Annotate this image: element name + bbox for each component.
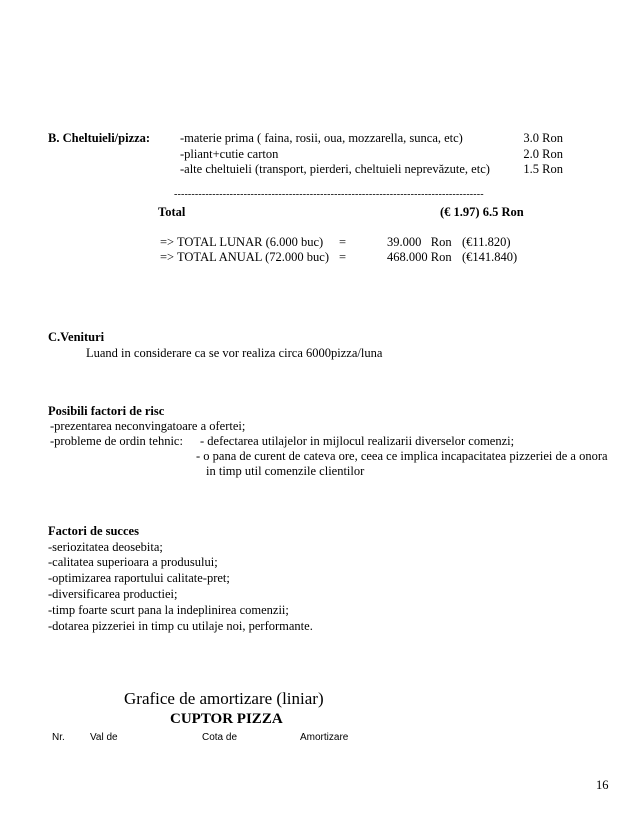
column-header-amortizare: Amortizare [300,732,349,743]
column-header-cota: Cota de [202,732,238,743]
succes-item: -seriozitatea deosebita; [48,540,163,554]
risc-heading: Posibili factori de risc [48,404,165,418]
succes-item: -calitatea superioara a produsului; [48,555,218,569]
risc-line: - o pana de curent de cateva ore, ceea ce implica incapacitatea pizzeriei de a onora [196,449,608,463]
cost-item-value: 1.5 Ron [523,162,563,176]
total-anual-label: => TOTAL ANUAL (72.000 buc) [160,250,329,264]
cost-item-value: 2.0 Ron [523,147,563,161]
grafice-title: Grafice de amortizare (liniar) [124,689,324,708]
grafice-subtitle: CUPTOR PIZZA [170,711,283,727]
venituri-heading: C.Venituri [48,330,105,344]
succes-item: -diversificarea productiei; [48,587,178,601]
column-header-nr: Nr. [52,732,65,743]
cost-item-value: 3.0 Ron [523,131,563,145]
cost-item-label: -alte cheltuieli (transport, pierderi, cheltuieli neprevăzute, etc) [180,162,490,176]
total-lunar-ron: 39.000 Ron [387,235,452,249]
total-lunar-eur: (€11.820) [462,235,511,249]
page-number: 16 [596,778,609,792]
total-label: Total [158,205,186,219]
total-anual-eur: (€141.840) [462,250,518,264]
cost-item-label: -pliant+cutie carton [180,147,279,161]
risc-line: -prezentarea neconvingatoare a ofertei; [50,419,246,433]
cheltuieli-heading: B. Cheltuieli/pizza: [48,131,151,145]
succes-item: -dotarea pizzeriei in timp cu utilaje noi, performante. [48,619,313,633]
risc-line-label: -probleme de ordin tehnic: [50,434,183,448]
total-anual-equals: = [339,250,347,264]
separator-line: ----------------------------------------------------------------------------------------- [174,189,484,200]
cost-item-label: -materie prima ( faina, rosii, oua, mozzarella, sunca, etc) [180,131,463,145]
column-header-val: Val de [90,732,118,743]
venituri-text: Luand in considerare ca se vor realiza circa 6000pizza/luna [86,346,383,360]
total-lunar-label: => TOTAL LUNAR (6.000 buc) [160,235,324,249]
total-anual-ron: 468.000 Ron [387,250,452,264]
succes-item: -optimizarea raportului calitate-pret; [48,571,230,585]
succes-heading: Factori de succes [48,524,139,538]
risc-line: - defectarea utilajelor in mijlocul realizarii diverselor comenzi; [200,434,515,448]
risc-line: in timp util comenzile clientilor [206,464,365,478]
total-lunar-equals: = [339,235,347,249]
total-value: (€ 1.97) 6.5 Ron [440,205,524,219]
succes-item: -timp foarte scurt pana la indeplinirea comenzii; [48,603,289,617]
